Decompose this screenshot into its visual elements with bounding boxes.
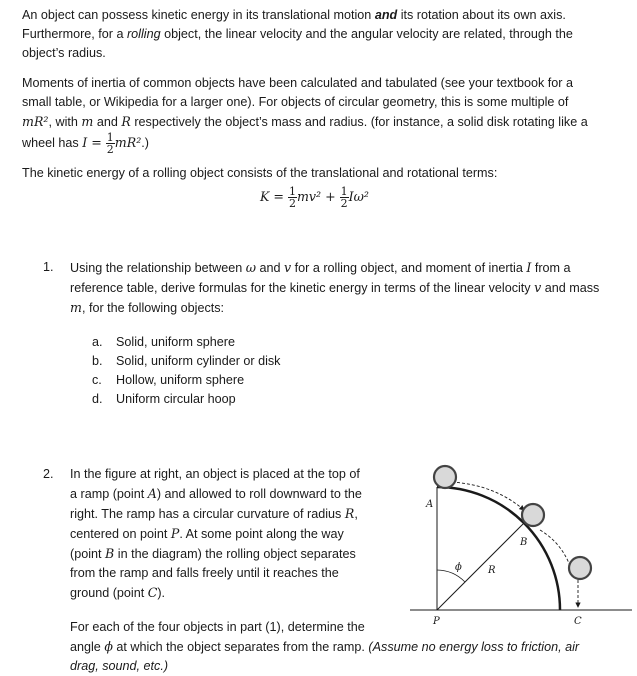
- label-a: A: [426, 499, 434, 510]
- q2-line-6: from the ramp and falls freely until it reaches the: [70, 566, 339, 580]
- kinetic-energy-equation: K = $\frac{1}{2}$ mv² + $\frac{1}{2}$ Iω²: [260, 185, 369, 210]
- ramp-figure: [400, 455, 637, 635]
- q1-sub-list: [92, 333, 280, 409]
- question-2: [43, 465, 403, 603]
- radius-line-to-b: [437, 523, 524, 610]
- label-b: B: [520, 537, 528, 548]
- intro-line-3: object’s radius.: [22, 46, 106, 60]
- label-phi: ϕ: [455, 562, 462, 573]
- list-item: c. Hollow, uniform sphere: [92, 373, 245, 387]
- fraction-1: $\frac{1}{2}$: [288, 185, 296, 210]
- q1-line-1: Using the relationship between ω and v for a rolling object, and moment of inertia I from a: [70, 260, 571, 275]
- q2-line-3: right. The ramp has a circular curvature of radius R,: [70, 506, 358, 521]
- fraction-half: $\frac{1}{2}$: [106, 131, 114, 156]
- q1-line-2: reference table, derive formulas for the kinetic energy in terms of the linear velocity v and mass: [70, 280, 600, 295]
- q2-line-4: centered on point P. At some point along the way: [70, 526, 344, 541]
- q2-line-7: ground (point C).: [70, 585, 166, 600]
- ke-text: The kinetic energy of a rolling object consists of the translational and rotational terms:: [22, 166, 498, 180]
- intro-paragraph: [22, 6, 622, 63]
- q2-line-2: a ramp (point A) and allowed to roll downward to the: [70, 486, 362, 501]
- ball-falling: [569, 557, 591, 579]
- label-p: P: [433, 616, 440, 627]
- list-item: a. Solid, uniform sphere: [92, 335, 236, 349]
- q2-line-1: In the figure at right, an object is placed at the top of: [70, 467, 360, 481]
- q2-line-9: angle ϕ at which the object separates from the ramp. (Assume no energy loss to friction, air: [70, 639, 580, 654]
- moments-line-2: small table, or Wikipedia for a larger one). For objects of circular geometry, this is some multiple of: [22, 95, 569, 109]
- list-item: d. Uniform circular hoop: [92, 392, 236, 406]
- ball-at-b: [522, 504, 544, 526]
- intro-line-2: Furthermore, for a rolling object, the linear velocity and the angular velocity are related, through the: [22, 27, 573, 41]
- q2-line-10: drag, sound, etc.): [70, 659, 169, 673]
- question-1-number: 1.: [43, 260, 54, 274]
- fraction-2: $\frac{1}{2}$: [340, 185, 348, 210]
- intro-line-1: An object can possess kinetic energy in its translational motion and its rotation about its own axis.: [22, 8, 566, 22]
- question-2-number: 2.: [43, 467, 54, 481]
- question-1: [43, 258, 633, 318]
- label-r: R: [488, 565, 496, 576]
- moments-line-1: Moments of inertia of common objects have been calculated and tabulated (see your textbook for a: [22, 76, 573, 90]
- moments-line-4: wheel has I = $\frac{1}{2}$ mR².): [22, 131, 149, 156]
- ball-at-a: [434, 466, 456, 488]
- label-c: C: [574, 616, 582, 627]
- q2-line-5: (point B in the diagram) the rolling object separates: [70, 546, 356, 561]
- moments-line-3: mR², with m and R respectively the object’s mass and radius. (for instance, a solid disk rotating like a: [22, 114, 588, 129]
- q2-line-8: For each of the four objects in part (1), determine the: [70, 620, 365, 634]
- q1-line-3: m, for the following objects:: [70, 300, 225, 315]
- trajectory-top: [452, 482, 524, 510]
- list-item: b. Solid, uniform cylinder or disk: [92, 354, 281, 368]
- moments-paragraph: [22, 74, 622, 155]
